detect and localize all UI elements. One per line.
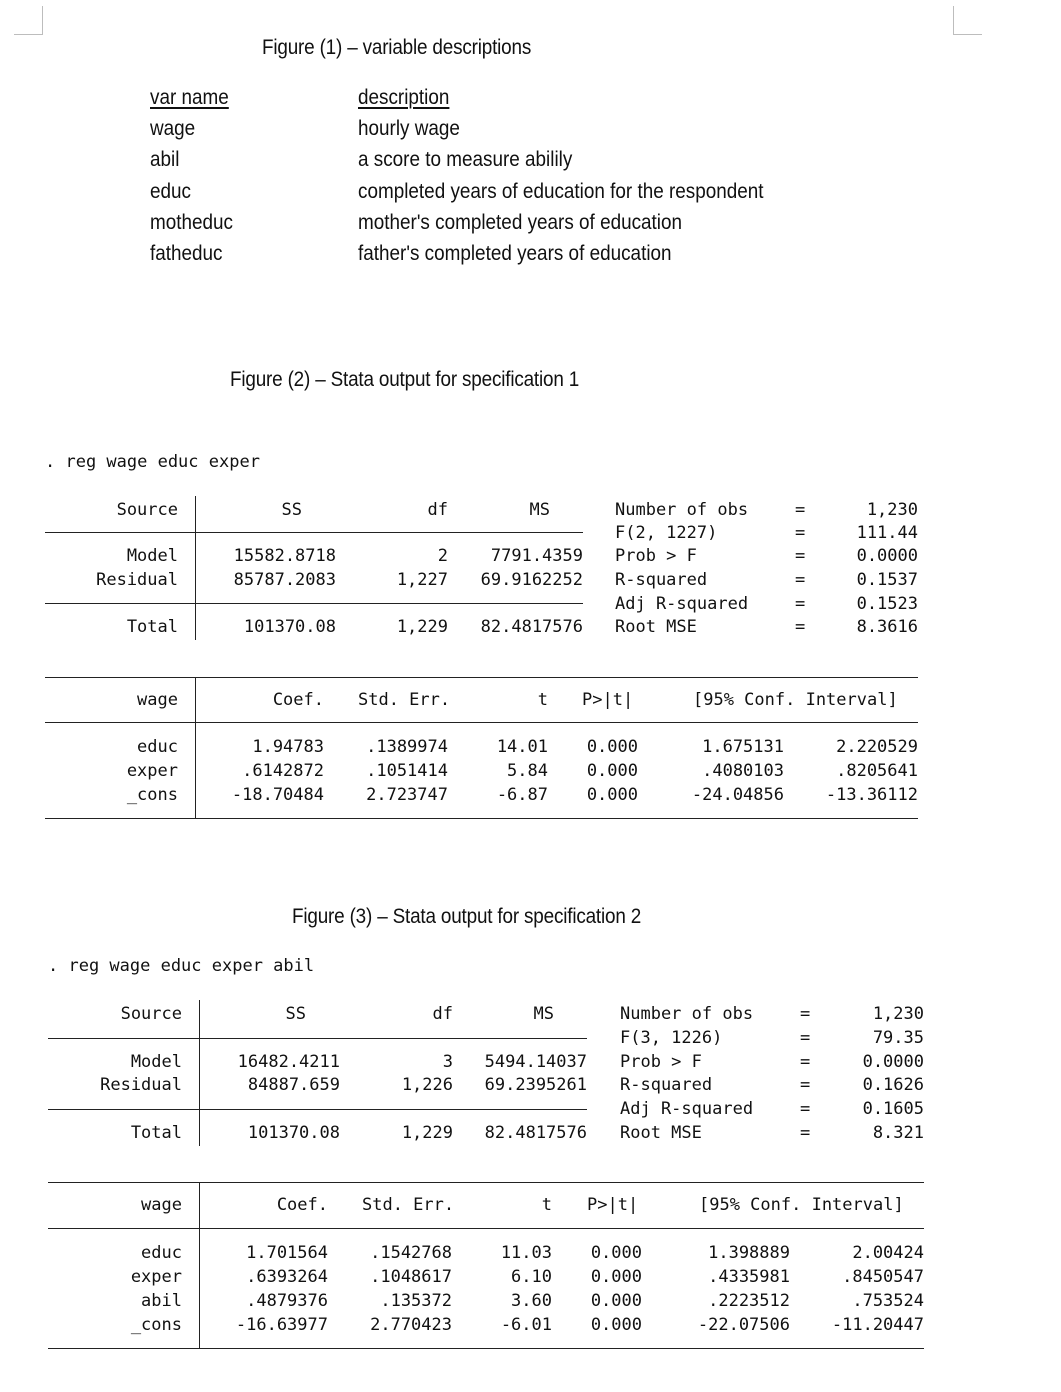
coef-ci-high: 2.00424	[852, 1243, 924, 1263]
page-corner-mark-top-right	[953, 6, 982, 35]
var-name-cell: educ	[150, 180, 191, 203]
coef-p: 0.000	[586, 785, 638, 805]
table-rule	[45, 603, 583, 604]
anova-df: 2	[437, 546, 448, 566]
stat-label: F(3, 1226)	[620, 1028, 723, 1048]
stata-command: . reg wage educ exper abil	[48, 956, 315, 976]
coef-p: 0.000	[590, 1243, 642, 1263]
coef-se: .1051414	[366, 761, 448, 781]
coef-ci-low: -22.07506	[697, 1315, 790, 1335]
coef-value: .6142872	[242, 761, 324, 781]
stat-eq: =	[795, 500, 806, 520]
stat-label: Prob > F	[620, 1052, 702, 1072]
anova-header-source: Source	[116, 500, 178, 520]
stata-command: . reg wage educ exper	[45, 452, 260, 472]
coef-t: 11.03	[500, 1243, 552, 1263]
var-desc-cell: a score to measure abilily	[358, 148, 573, 171]
stat-value: 0.1537	[856, 570, 918, 590]
coef-ci-low: .2223512	[708, 1291, 790, 1311]
stat-value: 0.1523	[856, 594, 918, 614]
anova-df: 3	[442, 1052, 453, 1072]
anova-row-label: Model	[126, 546, 178, 566]
coef-se: .1048617	[370, 1267, 452, 1287]
stat-value: 1,230	[872, 1004, 924, 1024]
anova-ms: 82.4817576	[484, 1123, 587, 1143]
coef-var: exper	[126, 761, 178, 781]
anova-df: 1,229	[396, 617, 448, 637]
coef-ci-low: 1.398889	[708, 1243, 790, 1263]
table-rule	[48, 1348, 924, 1349]
stat-eq: =	[800, 1004, 811, 1024]
stat-value: 0.0000	[862, 1052, 924, 1072]
coef-header-coef: Coef.	[276, 1195, 328, 1215]
coef-se: 2.770423	[370, 1315, 452, 1335]
anova-ss: 84887.659	[247, 1075, 340, 1095]
stat-value: 0.1626	[862, 1075, 924, 1095]
coef-ci-high: -11.20447	[831, 1315, 924, 1335]
stat-eq: =	[800, 1075, 811, 1095]
anova-ms: 5494.14037	[484, 1052, 587, 1072]
table-rule	[45, 532, 583, 533]
coef-var: _cons	[126, 785, 178, 805]
stat-label: R-squared	[615, 570, 708, 590]
coef-var: abil	[141, 1291, 182, 1311]
coef-ci-low: .4080103	[702, 761, 784, 781]
coef-var: educ	[137, 737, 178, 757]
coef-p: 0.000	[590, 1315, 642, 1335]
stat-eq: =	[795, 594, 806, 614]
stat-eq: =	[795, 617, 806, 637]
anova-header-source: Source	[120, 1004, 182, 1024]
stat-label: R-squared	[620, 1075, 713, 1095]
coef-header-coef: Coef.	[272, 690, 324, 710]
table-rule	[48, 1182, 924, 1183]
coef-ci-high: -13.36112	[825, 785, 918, 805]
stat-value: 0.0000	[856, 546, 918, 566]
coef-value: .4879376	[246, 1291, 328, 1311]
anova-ms: 69.9162252	[480, 570, 583, 590]
stat-label: Prob > F	[615, 546, 697, 566]
var-name-cell: motheduc	[150, 211, 234, 234]
anova-ss: 101370.08	[243, 617, 336, 637]
stat-label: Adj R-squared	[620, 1099, 754, 1119]
coef-ci-high: .8205641	[836, 761, 918, 781]
anova-header-ss: SS	[281, 500, 302, 520]
anova-row-label: Model	[130, 1052, 182, 1072]
anova-df: 1,227	[396, 570, 448, 590]
stat-eq: =	[800, 1099, 811, 1119]
coef-t: 3.60	[511, 1291, 552, 1311]
coef-header-dep: wage	[137, 690, 178, 710]
stat-eq: =	[795, 546, 806, 566]
coef-header-t: t	[537, 690, 548, 710]
table-rule	[45, 722, 918, 723]
coef-header-se: Std. Err.	[358, 690, 451, 710]
coef-var: _cons	[130, 1315, 182, 1335]
stat-value: 8.3616	[856, 617, 918, 637]
anova-ss: 101370.08	[247, 1123, 340, 1143]
coef-se: 2.723747	[366, 785, 448, 805]
coef-var: educ	[141, 1243, 182, 1263]
coef-value: -16.63977	[235, 1315, 328, 1335]
anova-header-df: df	[432, 1004, 453, 1024]
stat-eq: =	[800, 1123, 811, 1143]
coef-header-se: Std. Err.	[362, 1195, 455, 1215]
coef-header-ci: [95% Conf. Interval]	[699, 1195, 904, 1215]
figure-3-caption: Figure (3) – Stata output for specification 2	[292, 905, 642, 928]
var-desc-cell: mother's completed years of education	[358, 211, 683, 234]
table-rule	[48, 1109, 587, 1110]
stat-eq: =	[795, 523, 806, 543]
coef-ci-low: -24.04856	[691, 785, 784, 805]
coef-ci-low: .4335981	[708, 1267, 790, 1287]
table-rule	[45, 818, 918, 819]
anova-ms: 7791.4359	[490, 546, 583, 566]
coef-ci-high: .8450547	[842, 1267, 924, 1287]
stat-label: Number of obs	[620, 1004, 754, 1024]
coef-header-p: P>|t|	[582, 690, 634, 710]
anova-row-label: Residual	[100, 1075, 182, 1095]
var-name-cell: wage	[150, 117, 196, 140]
stat-value: 0.1605	[862, 1099, 924, 1119]
stat-eq: =	[800, 1052, 811, 1072]
coef-p: 0.000	[590, 1267, 642, 1287]
var-name-cell: fatheduc	[150, 242, 223, 265]
coef-value: 1.701564	[246, 1243, 328, 1263]
table-divider-vertical	[195, 496, 196, 640]
coef-p: 0.000	[590, 1291, 642, 1311]
table-divider-vertical	[199, 1000, 200, 1146]
stat-label: Root MSE	[615, 617, 697, 637]
var-desc-cell: father's completed years of education	[358, 242, 672, 265]
coef-t: 6.10	[511, 1267, 552, 1287]
anova-df: 1,226	[401, 1075, 453, 1095]
var-name-header: var name	[150, 86, 229, 109]
stat-value: 79.35	[872, 1028, 924, 1048]
stat-label: Root MSE	[620, 1123, 702, 1143]
coef-ci-high: 2.220529	[836, 737, 918, 757]
anova-row-label: Total	[126, 617, 178, 637]
stat-eq: =	[795, 570, 806, 590]
var-desc-cell: completed years of education for the respondent	[358, 180, 764, 203]
anova-ss: 16482.4211	[237, 1052, 340, 1072]
coef-p: 0.000	[586, 761, 638, 781]
anova-row-label: Total	[130, 1123, 182, 1143]
coef-ci-high: .753524	[852, 1291, 924, 1311]
stat-value: 1,230	[866, 500, 918, 520]
table-rule	[48, 1038, 587, 1039]
coef-ci-low: 1.675131	[702, 737, 784, 757]
coef-header-dep: wage	[141, 1195, 182, 1215]
anova-ss: 15582.8718	[233, 546, 336, 566]
anova-header-ms: MS	[533, 1004, 554, 1024]
description-header: description	[358, 86, 450, 109]
anova-header-df: df	[427, 500, 448, 520]
table-rule	[48, 1228, 924, 1229]
coef-p: 0.000	[586, 737, 638, 757]
coef-header-ci: [95% Conf. Interval]	[693, 690, 898, 710]
coef-value: 1.94783	[252, 737, 324, 757]
table-rule	[45, 677, 918, 678]
table-divider-vertical	[199, 1182, 200, 1349]
stat-label: Number of obs	[615, 500, 749, 520]
coef-header-p: P>|t|	[587, 1195, 639, 1215]
anova-header-ss: SS	[285, 1004, 306, 1024]
coef-header-t: t	[541, 1195, 552, 1215]
coef-t: 14.01	[496, 737, 548, 757]
stat-value: 111.44	[856, 523, 918, 543]
page-corner-mark-top-left	[14, 6, 43, 35]
stat-value: 8.321	[872, 1123, 924, 1143]
anova-ms: 82.4817576	[480, 617, 583, 637]
anova-ms: 69.2395261	[484, 1075, 587, 1095]
anova-df: 1,229	[401, 1123, 453, 1143]
coef-se: .1389974	[366, 737, 448, 757]
figure-1-caption: Figure (1) – variable descriptions	[262, 36, 532, 59]
stat-label: F(2, 1227)	[615, 523, 718, 543]
stat-label: Adj R-squared	[615, 594, 749, 614]
figure-2-caption: Figure (2) – Stata output for specification 1	[230, 368, 580, 391]
coef-var: exper	[130, 1267, 182, 1287]
var-name-cell: abil	[150, 148, 180, 171]
coef-t: 5.84	[507, 761, 548, 781]
coef-se: .135372	[380, 1291, 452, 1311]
coef-value: .6393264	[246, 1267, 328, 1287]
anova-ss: 85787.2083	[233, 570, 336, 590]
coef-value: -18.70484	[231, 785, 324, 805]
coef-t: -6.01	[500, 1315, 552, 1335]
anova-header-ms: MS	[529, 500, 550, 520]
anova-row-label: Residual	[96, 570, 178, 590]
var-desc-cell: hourly wage	[358, 117, 460, 140]
stat-eq: =	[800, 1028, 811, 1048]
coef-t: -6.87	[496, 785, 548, 805]
table-divider-vertical	[195, 677, 196, 818]
coef-se: .1542768	[370, 1243, 452, 1263]
